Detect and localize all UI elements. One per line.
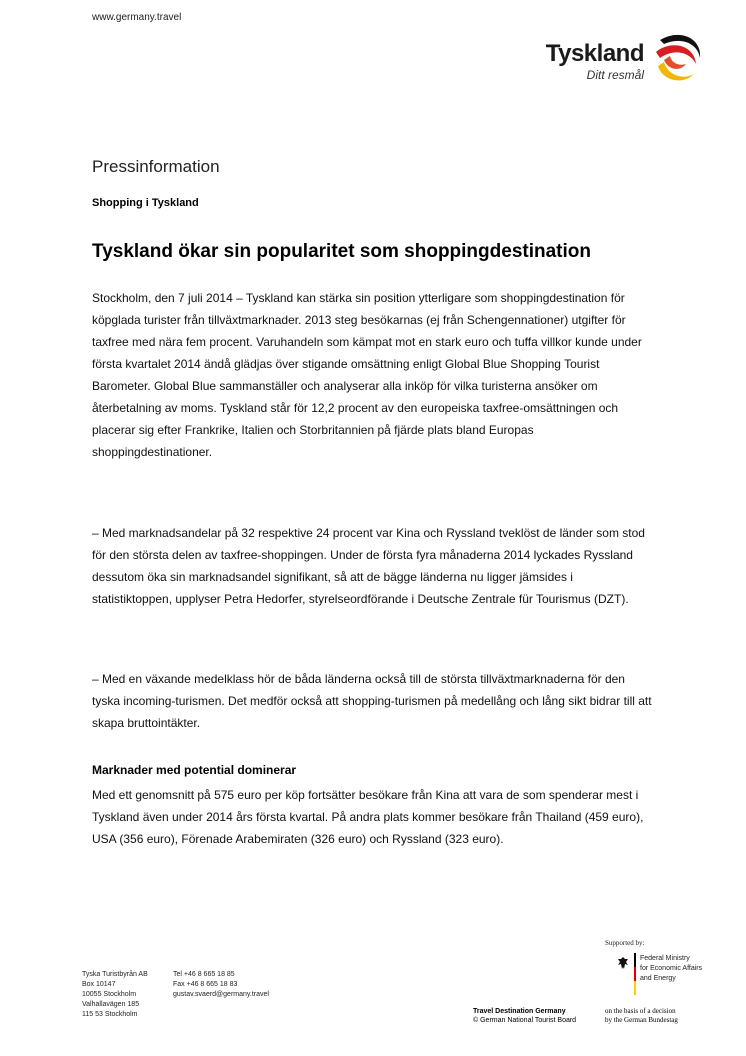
tdg-credit: Travel Destination Germany © German National Tourist Board (473, 1008, 577, 1024)
website-url: www.germany.travel (92, 12, 182, 23)
article-headline: Tyskland ökar sin popularitet som shoppingdestination (92, 241, 591, 262)
paragraph-1: Stockholm, den 7 juli 2014 – Tyskland kan stärka sin position ytterligare som shoppingdestination för köpglada turister från tillväxtmarknader. 2013 steg besökarnas (ej från Schengennationer) utgifter för taxfree med nära fem procent. Varuhandeln som kämpat mot en stark euro och tuffa villkor kunde under första kvartalet 2014 ändå glädjas över stigande omsättning enligt Global Blue Shopping Tourist Barometer. Global Blue sammanställer och analyserar alla inköp för vilka turisterna ansöker om återbetalning av moms. Tyskland står för 12,2 procent av den europeiska taxfree-omsättningen och placerar sig efter Frankrike, Italien och Storbritannien på fjärde plats bland Europas shoppingdestinationer. (92, 291, 642, 459)
contact-email-link[interactable]: gustav.svaerd@germany.travel (173, 991, 269, 998)
footer-address: Tyska Turistbyrån AB Box 10147 10055 Stockholm Valhallavägen 185 115 53 Stockholm (82, 971, 148, 1018)
footer-contact: Tel +46 8 665 18 85 Fax +46 8 665 18 83 gustav.svaerd@germany.travel (173, 971, 269, 998)
paragraph-3: – Med en växande medelklass hör de båda länderna också till de största tillväxtmarknaderna för den tyska incoming-turismen. Det medför också att shopping-turismen på medellång och lång sikt bidrar till att skapa bruttointäkter. (92, 672, 652, 730)
paragraph-2: – Med marknadsandelar på 32 respektive 24 procent var Kina och Ryssland tveklöst de länder som stod för den största delen av taxfree-shoppingen. Under de första fyra månaderna 2014 lyckades Ryssland dessutom öka sin marknadsandel signifikant, så att de bägge länderna nu ligger jämsides i statistiktoppen, upplyser Petra Hedorfer, styrelseordförande i Deutsche Zentrale für Tourismus (DZT). (92, 526, 645, 606)
logo-tagline: Ditt resmål (586, 68, 644, 82)
paragraph-4: Med ett genomsnitt på 575 euro per köp fortsätter besökare från Kina att vara de som spenderar mest i Tyskland även under 2014 års första kvartal. På andra plats kommer besökare från Thailand (459 euro), USA (356 euro), Förenade Arabemiraten (326 euro) och Ryssland (323 euro). (92, 788, 644, 846)
section-label: Pressinformation (92, 157, 220, 176)
logo-wordmark: Tyskland (545, 40, 644, 67)
subheading: Marknader med potential dominerar (92, 763, 297, 777)
supported-by-label: Supported by: (605, 939, 645, 947)
topic-kicker: Shopping i Tyskland (92, 197, 199, 209)
germany-swirl-logo-icon (650, 30, 704, 86)
ministry-name: Federal Ministry for Economic Affairs and Energy (640, 955, 703, 982)
german-flag-bar-icon (634, 953, 636, 995)
federal-eagle-icon (617, 956, 629, 970)
bundestag-basis: on the basis of a decision by the German Bundestag (605, 1007, 678, 1024)
